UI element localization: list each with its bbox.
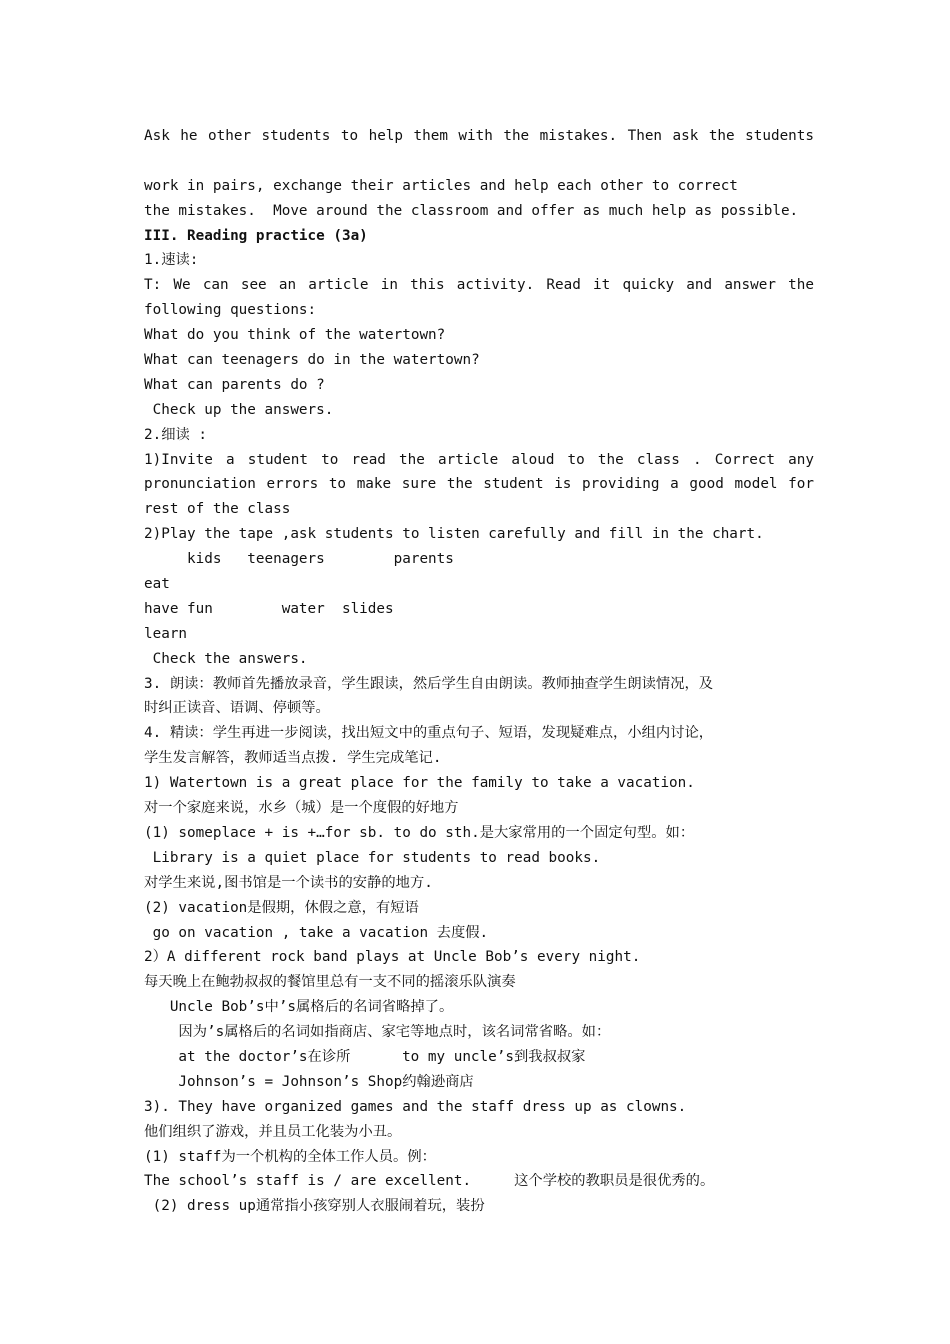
text-line: 2)Play the tape ,ask students to listen carefully and fill in the chart. xyxy=(144,526,764,543)
chart-header-row: kids teenagers parents xyxy=(144,551,454,568)
section-heading: III. Reading practice (3a) xyxy=(144,227,368,244)
blank-line xyxy=(144,149,814,174)
text-line: Johnson’s = Johnson’s Shop约翰逊商店 xyxy=(144,1073,474,1090)
text-line: Library is a quiet place for students to read books. xyxy=(144,849,601,866)
text-line: Check up the answers. xyxy=(144,401,334,418)
text-line: 学生发言解答，教师适当点拨. 学生完成笔记. xyxy=(144,750,442,767)
chart-row: eat xyxy=(144,576,170,593)
text-line: go on vacation , take a vacation 去度假. xyxy=(144,924,489,941)
text-line: Ask he other students to help them with the mistakes. Then ask the students xyxy=(144,128,814,144)
text-line: rest of the class xyxy=(144,501,291,518)
text-line: 每天晚上在鲍勃叔叔的餐馆里总有一支不同的摇滚乐队演奏 xyxy=(144,974,516,991)
text-line: 1.速读: xyxy=(144,252,199,269)
text-line: 时纠正读音、语调、停顿等。 xyxy=(144,700,330,717)
text-line: 对学生来说,图书馆是一个读书的安静的地方. xyxy=(144,874,433,891)
text-line: Uncle Bob’s中’s属格后的名词省略掉了。 xyxy=(144,999,454,1016)
text-line: The school’s staff is / are excellent. 这个学校的教职员是很优秀的。 xyxy=(144,1173,715,1190)
text-line: 3. 朗读：教师首先播放录音，学生跟读，然后学生自由朗读。教师抽查学生朗读情况，及 xyxy=(144,675,714,692)
text-line: at the doctor’s在诊所 to my uncle’s到我叔叔家 xyxy=(144,1048,586,1065)
document-page xyxy=(144,124,814,1219)
text-line: work in pairs, exchange their articles and help each other to correct xyxy=(144,177,738,194)
text-line: (2) dress up通常指小孩穿别人衣服闹着玩，装扮 xyxy=(144,1198,485,1215)
text-line: pronunciation errors to make sure the student is providing a good model for xyxy=(144,476,814,493)
text-line: Check the answers. xyxy=(144,650,308,667)
text-line: (1) someplace + is +…for sb. to do sth.是大家常用的一个固定句型。如： xyxy=(144,824,695,841)
text-line: 1)Invite a student to read the article aloud to the class . Correct any xyxy=(144,451,814,468)
question-line: What do you think of the watertown? xyxy=(144,327,446,344)
text-line: T: We can see an article in this activity. Read it quicky and answer the xyxy=(144,277,814,294)
text-line: 3). They have organized games and the staff dress up as clowns. xyxy=(144,1098,687,1115)
chart-row: learn xyxy=(144,625,188,642)
text-line: 他们组织了游戏，并且员工化装为小丑。 xyxy=(144,1123,402,1140)
text-line: 对一个家庭来说，水乡（城）是一个度假的好地方 xyxy=(144,800,459,817)
text-line: 4. 精读：学生再进一步阅读，找出短文中的重点句子、短语，发现疑难点，小组内讨论， xyxy=(144,725,714,742)
text-line: 1) Watertown is a great place for the family to take a vacation. xyxy=(144,775,695,792)
text-line: 2）A different rock band plays at Uncle Bob’s every night. xyxy=(144,949,641,966)
chart-row: have fun water slides xyxy=(144,600,394,617)
text-line: 2.细读 : xyxy=(144,426,208,443)
text-line: 因为’s属格后的名词如指商店、家宅等地点时，该名词常省略。如： xyxy=(144,1024,611,1041)
question-line: What can teenagers do in the watertown? xyxy=(144,352,480,369)
text-line: (2) vacation是假期，休假之意，有短语 xyxy=(144,899,419,916)
question-line: What can parents do ? xyxy=(144,376,325,393)
text-line: following questions: xyxy=(144,302,317,319)
text-line: (1) staff为一个机构的全体工作人员。例： xyxy=(144,1148,436,1165)
text-line: the mistakes. Move around the classroom and offer as much help as possible. xyxy=(144,202,799,219)
